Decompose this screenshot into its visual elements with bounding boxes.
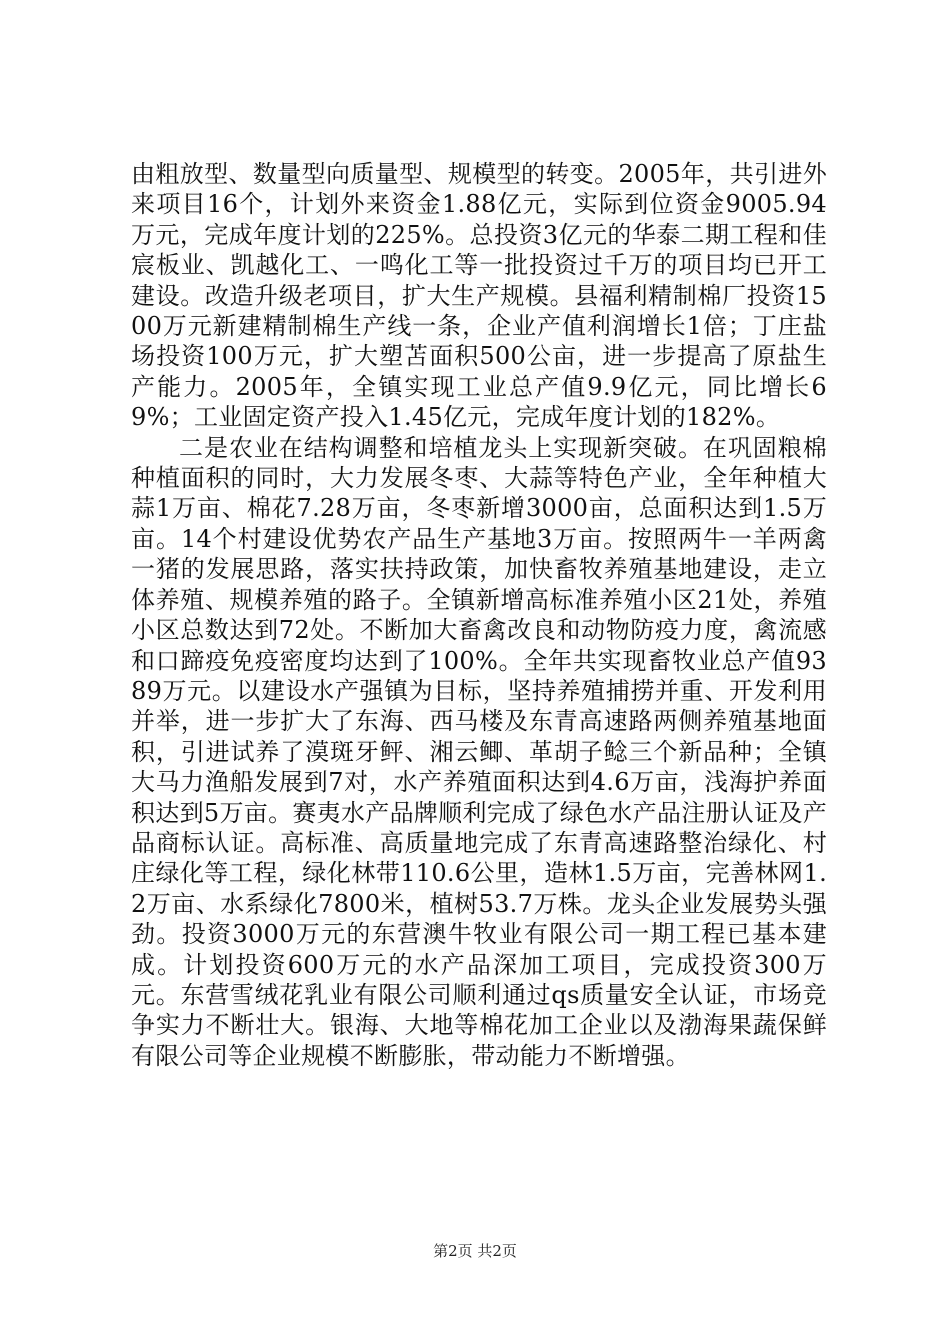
document-body	[131, 159, 827, 1071]
page-footer	[0, 1241, 950, 1261]
page-number: 第2页 共2页	[433, 1242, 517, 1260]
paragraph-agriculture: 二是农业在结构调整和培植龙头上实现新突破。在巩固粮棉种植面积的同时，大力发展冬枣、大蒜等特色产业，全年种植大蒜1万亩、棉花7.28万亩，冬枣新增3000亩，总面积达到1.5万亩。14个村建设优势农产品生产基地3万亩。按照两牛一羊两禽一猪的发展思路，落实扶持政策，加快畜牧养殖基地建设，走立体养殖、规模养殖的路子。全镇新增高标准养殖小区21处，养殖小区总数达到72处。不断加大畜禽改良和动物防疫力度，禽流感和口蹄疫免疫密度均达到了100%。全年共实现畜牧业总产值9389万元。以建设水产强镇为目标，坚持养殖捕捞并重、开发利用并举，进一步扩大了东海、西马楼及东青高速路两侧养殖基地面积，引进试养了漠斑牙鲆、湘云鲫、革胡子鲶三个新品种；全镇大马力渔船发展到7对，水产养殖面积达到4.6万亩，浅海护养面积达到5万亩。赛夷水产品牌顺利完成了绿色水产品注册认证及产品商标认证。高标准、高质量地完成了东青高速路整治绿化、村庄绿化等工程，绿化林带110.6公里，造林1.5万亩，完善林网1.2万亩、水系绿化7800米，植树53.7万株。龙头企业发展势头强劲。投资3000万元的东营澳牛牧业有限公司一期工程已基本建成。计划投资600万元的水产品深加工项目，完成投资300万元。东营雪绒花乳业有限公司顺利通过qs质量安全认证，市场竞争实力不断壮大。银海、大地等棉花加工企业以及渤海果蔬保鲜有限公司等企业规模不断膨胀，带动能力不断增强。	[131, 433, 827, 1070]
paragraph-industry: 由粗放型、数量型向质量型、规模型的转变。2005年，共引进外来项目16个，计划外来资金1.88亿元，实际到位资金9005.94万元，完成年度计划的225%。总投资3亿元的华泰二期工程和佳宸板业、凯越化工、一鸣化工等一批投资过千万的项目均已开工建设。改造升级老项目，扩大生产规模。县福利精制棉厂投资1500万元新建精制棉生产线一条，企业产值利润增长1倍；丁庄盐场投资100万元，扩大塑苫面积500公亩，进一步提高了原盐生产能力。2005年，全镇实现工业总产值9.9亿元，同比增长69%；工业固定资产投入1.45亿元，完成年度计划的182%。	[131, 160, 827, 432]
